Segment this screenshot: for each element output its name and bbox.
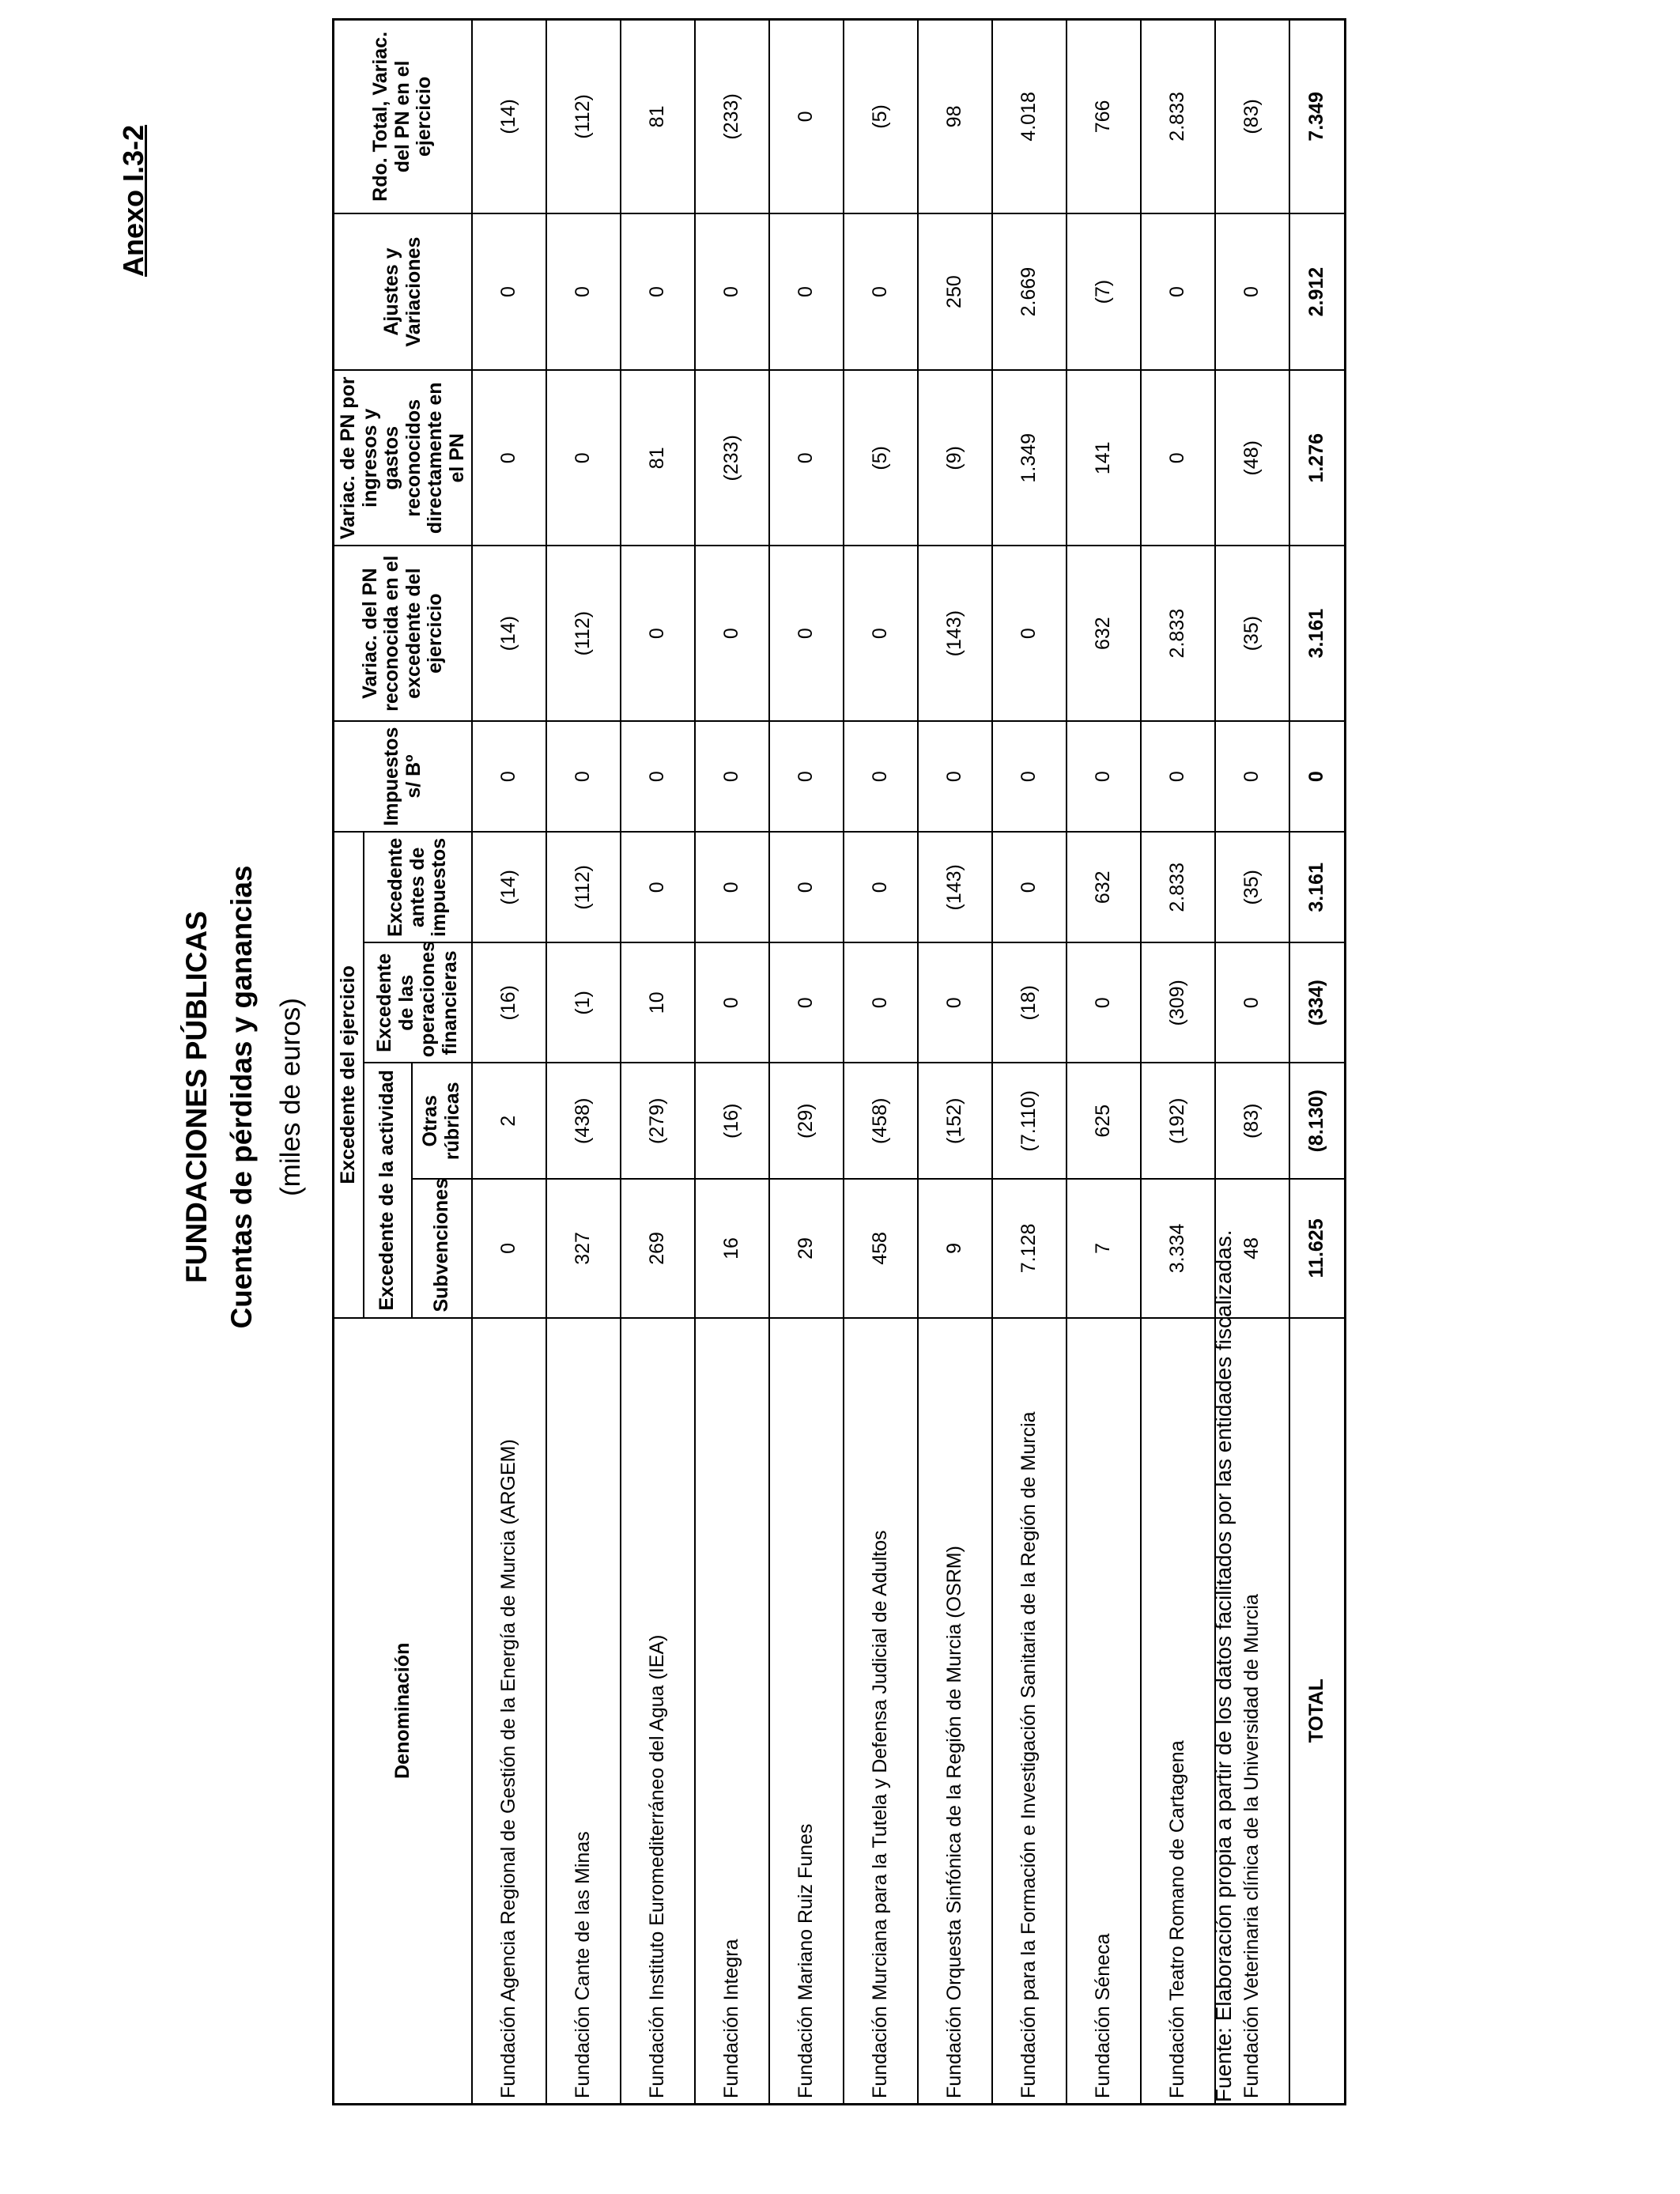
cell-impuestos: 0 (769, 721, 844, 832)
source-note: Fuente: Elaboración propia a partir de los datos facilitados por las entidades fiscalizadas. (1211, 1229, 1236, 2102)
cell-subvenciones: 7 (1067, 1179, 1141, 1317)
total-subvenciones: 11.625 (1289, 1179, 1346, 1317)
cell-variac-excedente: (112) (546, 546, 621, 721)
cell-rdo-total: 0 (769, 20, 844, 213)
table-row (695, 20, 769, 2105)
cell-variac-pn: 1.349 (992, 370, 1067, 546)
cell-subvenciones: 9 (918, 1179, 992, 1317)
table-row (546, 20, 621, 2105)
cell-antes-impuestos: 632 (1067, 832, 1141, 942)
header-variac-pn-ingresos-gastos: Variac. de PN por ingresos y gastos reconocidos directamente en el PN (334, 370, 473, 546)
cell-variac-pn: 0 (472, 370, 546, 546)
cell-subvenciones: 7.128 (992, 1179, 1067, 1317)
cell-otras-rubricas: (83) (1215, 1063, 1289, 1179)
cell-antes-impuestos: (112) (546, 832, 621, 942)
cell-subvenciones: 327 (546, 1179, 621, 1317)
cell-variac-excedente: 0 (844, 546, 918, 721)
cell-antes-impuestos: 0 (992, 832, 1067, 942)
cell-variac-pn: 141 (1067, 370, 1141, 546)
row-name: Fundación Murciana para la Tutela y Defensa Judicial de Adultos (844, 1318, 918, 2105)
cell-antes-impuestos: 0 (844, 832, 918, 942)
cell-ajustes: 0 (621, 213, 695, 371)
table-row (472, 20, 546, 2105)
cell-impuestos: 0 (1215, 721, 1289, 832)
cell-rdo-total: (5) (844, 20, 918, 213)
total-otras-rubricas: (8.130) (1289, 1063, 1346, 1179)
cell-otras-rubricas: (152) (918, 1063, 992, 1179)
cell-financieras: 0 (918, 942, 992, 1063)
cell-antes-impuestos: (143) (918, 832, 992, 942)
total-row (1289, 20, 1346, 2105)
cell-impuestos: 0 (546, 721, 621, 832)
header-impuestos: Impuestos s/ Bº (334, 721, 473, 832)
cell-ajustes: 0 (695, 213, 769, 371)
row-name: Fundación Agencia Regional de Gestión de la Energía de Murcia (ARGEM) (472, 1318, 546, 2105)
cell-subvenciones: 269 (621, 1179, 695, 1317)
cell-financieras: (18) (992, 942, 1067, 1063)
cell-variac-pn: 0 (769, 370, 844, 546)
header-excedente-actividad: Excedente de la actividad (364, 1063, 412, 1317)
total-ajustes: 2.912 (1289, 213, 1346, 371)
total-variac-excedente: 3.161 (1289, 546, 1346, 721)
cell-impuestos: 0 (621, 721, 695, 832)
cell-financieras: 10 (621, 942, 695, 1063)
cell-rdo-total: (112) (546, 20, 621, 213)
header-denominacion: Denominación (334, 1318, 473, 2105)
table-row (621, 20, 695, 2105)
cell-ajustes: 2.669 (992, 213, 1067, 371)
cell-financieras: 0 (1215, 942, 1289, 1063)
header-ajustes: Ajustes y Variaciones (334, 213, 473, 371)
cell-antes-impuestos: (14) (472, 832, 546, 942)
cell-variac-excedente: 0 (695, 546, 769, 721)
cell-rdo-total: 2.833 (1141, 20, 1215, 213)
table-row (1067, 20, 1141, 2105)
total-impuestos: 0 (1289, 721, 1346, 832)
row-name: Fundación Mariano Ruiz Funes (769, 1318, 844, 2105)
row-name: Fundación Orquesta Sinfónica de la Región de Murcia (OSRM) (918, 1318, 992, 2105)
cell-variac-pn: 0 (546, 370, 621, 546)
cell-otras-rubricas: (438) (546, 1063, 621, 1179)
total-variac-pn: 1.276 (1289, 370, 1346, 546)
cell-otras-rubricas: (458) (844, 1063, 918, 1179)
cell-rdo-total: 4.018 (992, 20, 1067, 213)
cell-antes-impuestos: (35) (1215, 832, 1289, 942)
cell-otras-rubricas: (7.110) (992, 1063, 1067, 1179)
total-rdo-total: 7.349 (1289, 20, 1346, 213)
table-row (918, 20, 992, 2105)
cell-rdo-total: (14) (472, 20, 546, 213)
total-antes-impuestos: 3.161 (1289, 832, 1346, 942)
cell-antes-impuestos: 0 (695, 832, 769, 942)
cell-ajustes: (7) (1067, 213, 1141, 371)
units-label: (miles de euros) (275, 998, 306, 1196)
cell-variac-excedente: 0 (992, 546, 1067, 721)
row-name: Fundación Teatro Romano de Cartagena (1141, 1318, 1215, 2105)
row-name: Fundación Instituto Euromediterráneo del Agua (IEA) (621, 1318, 695, 2105)
cell-impuestos: 0 (844, 721, 918, 832)
cell-variac-excedente: 0 (621, 546, 695, 721)
page-subtitle: Cuentas de pérdidas y ganancias (225, 865, 258, 1329)
cell-variac-excedente: (14) (472, 546, 546, 721)
cell-variac-pn: 0 (1141, 370, 1215, 546)
cell-rdo-total: (233) (695, 20, 769, 213)
header-subvenciones: Subvenciones (412, 1179, 472, 1317)
cell-otras-rubricas: (16) (695, 1063, 769, 1179)
cell-impuestos: 0 (1141, 721, 1215, 832)
row-name: Fundación Cante de las Minas (546, 1318, 621, 2105)
cell-subvenciones: 0 (472, 1179, 546, 1317)
cell-financieras: 0 (844, 942, 918, 1063)
annex-label: Anexo I.3-2 (117, 124, 149, 277)
table-row (992, 20, 1067, 2105)
cell-otras-rubricas: (29) (769, 1063, 844, 1179)
cell-financieras: (309) (1141, 942, 1215, 1063)
cell-variac-excedente: 0 (769, 546, 844, 721)
cell-otras-rubricas: (192) (1141, 1063, 1215, 1179)
cell-subvenciones: 458 (844, 1179, 918, 1317)
cell-otras-rubricas: (279) (621, 1063, 695, 1179)
row-name: Fundación Séneca (1067, 1318, 1141, 2105)
cell-rdo-total: (83) (1215, 20, 1289, 213)
header-variac-pn-excedente: Variac. del PN reconocida en el excedente del ejercicio (334, 546, 473, 721)
cell-ajustes: 0 (546, 213, 621, 371)
cell-subvenciones: 3.334 (1141, 1179, 1215, 1317)
row-name: Fundación Integra (695, 1318, 769, 2105)
cell-otras-rubricas: 2 (472, 1063, 546, 1179)
total-label: TOTAL (1289, 1318, 1346, 2105)
total-financieras: (334) (1289, 942, 1346, 1063)
table-row (844, 20, 918, 2105)
cell-variac-pn: (48) (1215, 370, 1289, 546)
cell-subvenciones: 16 (695, 1179, 769, 1317)
cell-antes-impuestos: 0 (769, 832, 844, 942)
cell-ajustes: 250 (918, 213, 992, 371)
cell-variac-pn: (233) (695, 370, 769, 546)
cell-otras-rubricas: 625 (1067, 1063, 1141, 1179)
cell-ajustes: 0 (769, 213, 844, 371)
header-excedente-ejercicio: Excedente del ejercicio (334, 832, 364, 1317)
cell-financieras: 0 (769, 942, 844, 1063)
header-excedente-financieras: Excedente de las operaciones financieras (364, 942, 473, 1063)
row-name: Fundación para la Formación e Investigación Sanitaria de la Región de Murcia (992, 1318, 1067, 2105)
cell-variac-excedente: 2.833 (1141, 546, 1215, 721)
cell-financieras: (1) (546, 942, 621, 1063)
table-row (769, 20, 844, 2105)
cell-financieras: (16) (472, 942, 546, 1063)
cell-impuestos: 0 (992, 721, 1067, 832)
cell-financieras: 0 (695, 942, 769, 1063)
cell-variac-excedente: (143) (918, 546, 992, 721)
cell-impuestos: 0 (695, 721, 769, 832)
cell-antes-impuestos: 0 (621, 832, 695, 942)
cell-ajustes: 0 (472, 213, 546, 371)
cell-variac-pn: (5) (844, 370, 918, 546)
cell-rdo-total: 98 (918, 20, 992, 213)
cell-financieras: 0 (1067, 942, 1141, 1063)
cell-rdo-total: 81 (621, 20, 695, 213)
cell-variac-pn: (9) (918, 370, 992, 546)
header-excedente-antes-impuestos: Excedente antes de impuestos (364, 832, 473, 942)
cell-ajustes: 0 (1141, 213, 1215, 371)
cell-variac-excedente: 632 (1067, 546, 1141, 721)
header-otras-rubricas: Otras rúbricas (412, 1063, 472, 1179)
cell-variac-excedente: (35) (1215, 546, 1289, 721)
cell-ajustes: 0 (844, 213, 918, 371)
cell-variac-pn: 81 (621, 370, 695, 546)
financial-table (332, 18, 1346, 2105)
cell-impuestos: 0 (918, 721, 992, 832)
header-rdo-total: Rdo. Total, Variac. del PN en el ejercicio (334, 20, 473, 213)
cell-ajustes: 0 (1215, 213, 1289, 371)
cell-impuestos: 0 (472, 721, 546, 832)
cell-rdo-total: 766 (1067, 20, 1141, 213)
page-title: FUNDACIONES PÚBLICAS (180, 911, 213, 1283)
cell-subvenciones: 48 (1215, 1179, 1289, 1317)
cell-antes-impuestos: 2.833 (1141, 832, 1215, 942)
row-name: Fundación Veterinaria clínica de la Universidad de Murcia (1215, 1318, 1289, 2105)
cell-subvenciones: 29 (769, 1179, 844, 1317)
cell-impuestos: 0 (1067, 721, 1141, 832)
table-row (1141, 20, 1215, 2105)
